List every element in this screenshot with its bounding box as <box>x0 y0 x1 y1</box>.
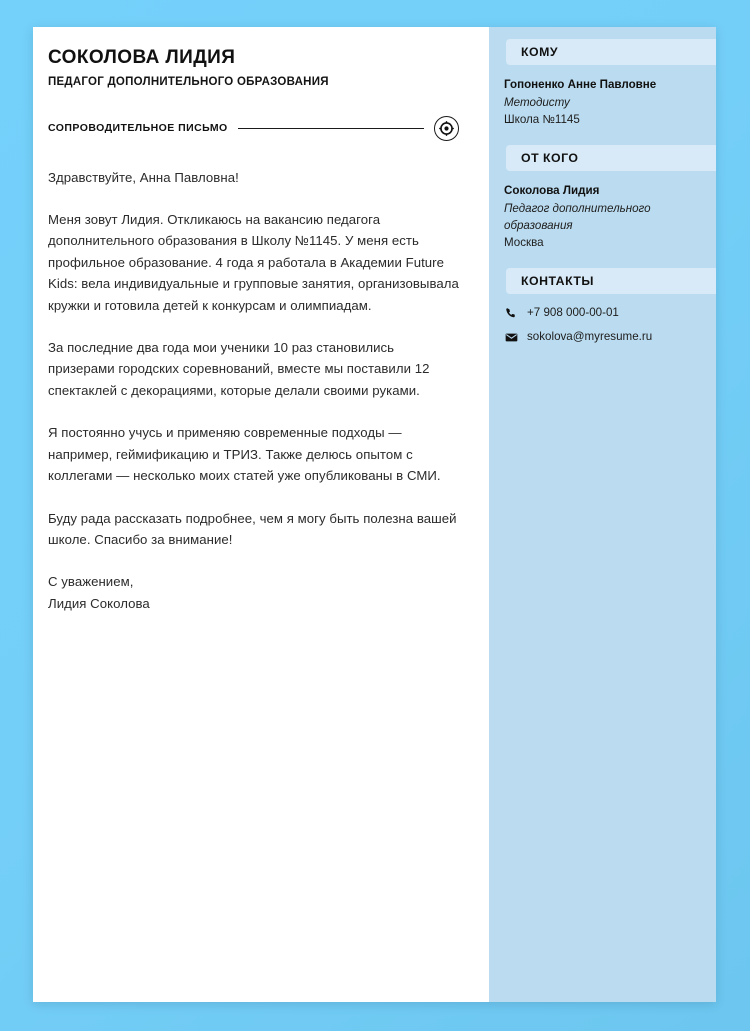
letter-column <box>33 27 489 1002</box>
document-header <box>48 116 459 141</box>
sidebar-heading-recipient: КОМУ <box>506 39 716 65</box>
sidebar-heading-sender: ОТ КОГО <box>506 145 716 171</box>
sender-city: Москва <box>504 236 544 249</box>
signature-block <box>48 571 459 614</box>
recipient-organization: Школа №1145 <box>504 113 580 126</box>
recipient-details <box>489 65 716 140</box>
sidebar-section-recipient <box>489 39 716 140</box>
resume-page <box>33 27 716 1002</box>
sidebar-section-sender <box>489 145 716 263</box>
sender-name: Соколова Лидия <box>504 184 600 197</box>
phone-icon <box>504 306 518 320</box>
letter-body <box>48 167 459 615</box>
recipient-role: Методисту <box>504 96 570 109</box>
envelope-icon <box>504 330 518 344</box>
sender-details <box>489 171 716 263</box>
letter-paragraph: Я постоянно учусь и применяю современные подходы — например, геймификацию и ТРИЗ. Также делюсь опытом с коллегами — несколько моих статей уже опубликованы в СМИ. <box>48 425 441 484</box>
contact-phone-value: +7 908 000-00-01 <box>527 306 619 319</box>
header-divider <box>238 128 424 129</box>
contact-email-row[interactable] <box>504 329 702 345</box>
document-label: СОПРОВОДИТЕЛЬНОЕ ПИСЬМО <box>48 122 228 135</box>
letter-greeting: Здравствуйте, Анна Павловна! <box>48 169 239 185</box>
letter-paragraph: Меня зовут Лидия. Откликаюсь на вакансию педагога дополнительного образования в Школу №1145. У меня есть профильное образование. 4 года я работала в Академии Future Kids: вела индивидуальные и групповые занятия, организовывала кружки и готовила детей к конкурсам и олимпиадам. <box>48 212 459 313</box>
letter-paragraph: За последние два года мои ученики 10 раз становились призерами городских соревнований, вместе мы поставили 12 спектаклей с декорациями, которые делали своими руками. <box>48 340 430 398</box>
sidebar <box>489 27 716 1002</box>
target-icon <box>434 116 459 141</box>
sidebar-heading-contacts: КОНТАКТЫ <box>506 268 716 294</box>
signature-name: Лидия Соколова <box>48 595 150 611</box>
contacts-list <box>489 294 716 357</box>
contact-email-value: sokolova@myresume.ru <box>527 330 653 343</box>
letter-paragraph: Буду рада рассказать подробнее, чем я могу быть полезна вашей школе. Спасибо за внимание! <box>48 510 457 547</box>
sidebar-section-contacts <box>489 268 716 357</box>
contact-phone-row[interactable] <box>504 305 702 321</box>
signature-closing: С уважением, <box>48 574 134 590</box>
sender-role: Педагог дополнительного образования <box>504 202 651 232</box>
page-title: СОКОЛОВА ЛИДИЯ <box>48 47 236 68</box>
profession-subtitle: ПЕДАГОГ ДОПОЛНИТЕЛЬНОГО ОБРАЗОВАНИЯ <box>48 75 329 88</box>
recipient-name: Гопоненко Анне Павловне <box>504 78 657 91</box>
